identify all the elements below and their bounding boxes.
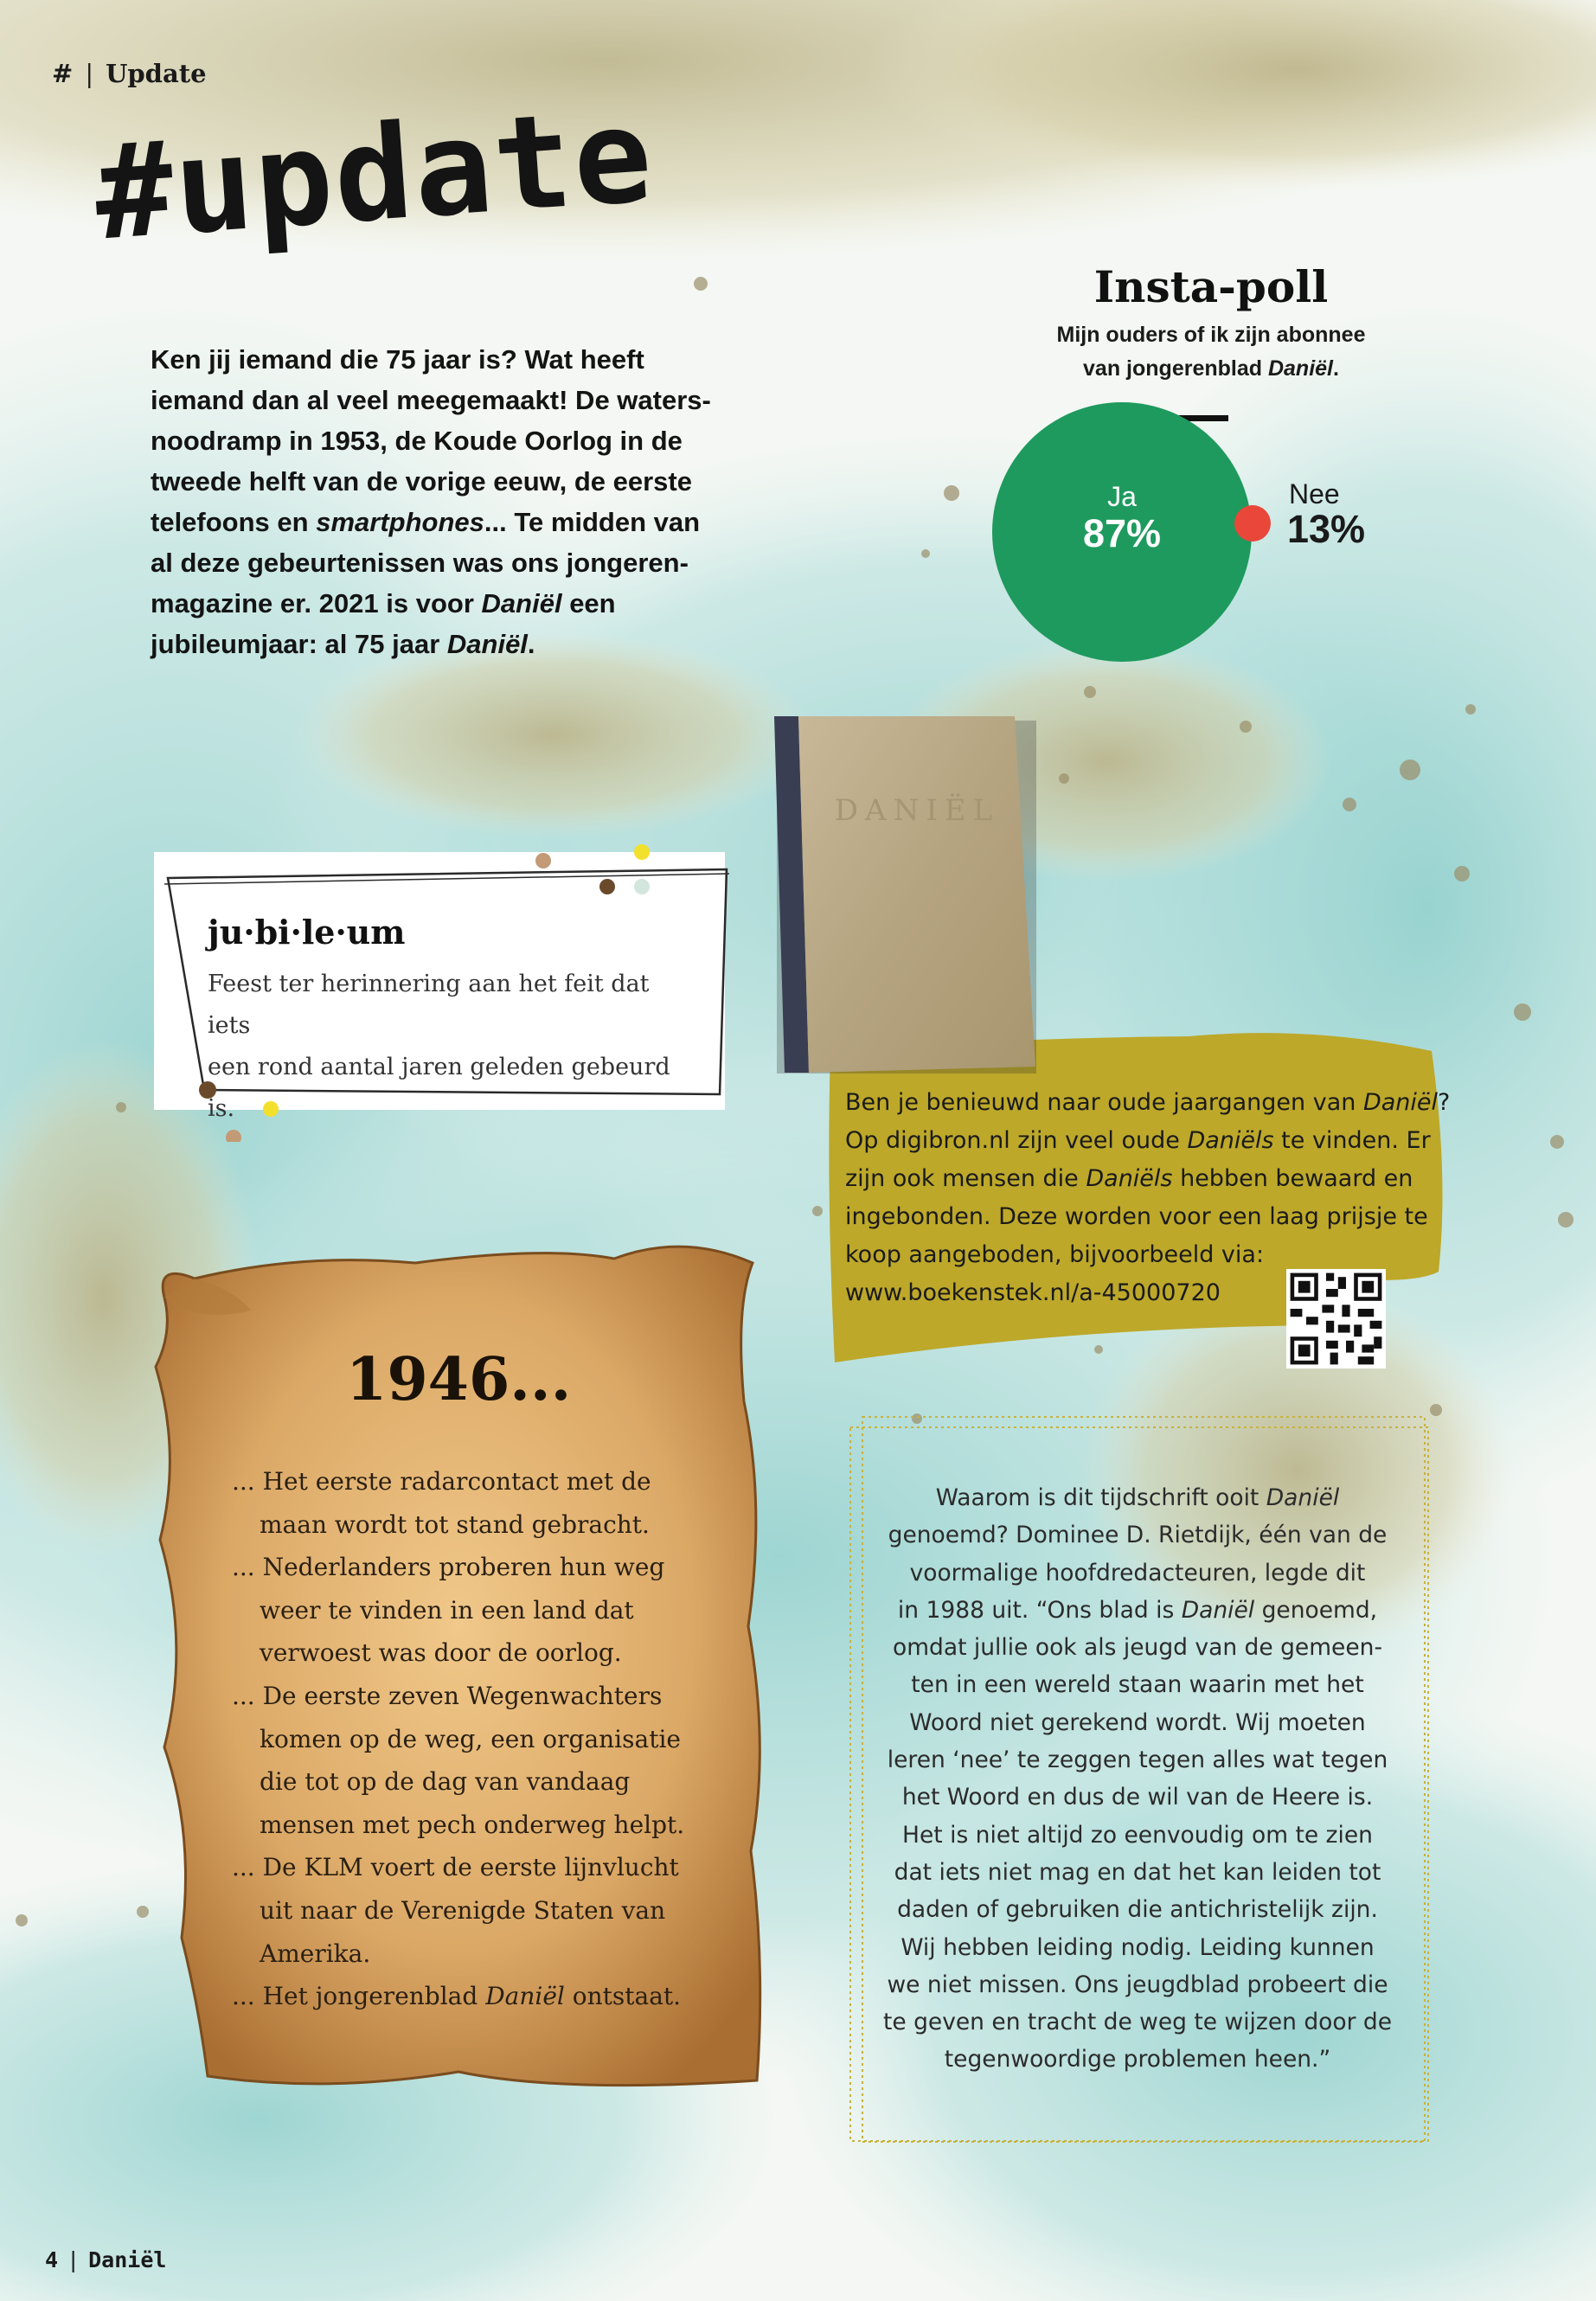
intro-line: Ken jij iemand die 75 jaar is? Wat heeft	[151, 344, 644, 375]
intro-line: jubileumjaar: al 75 jaar Daniël.	[151, 629, 535, 659]
history-year: 1946...	[346, 1345, 572, 1414]
intro-line: magazine er. 2021 is voor Daniël een	[151, 588, 616, 619]
section-label: # | Update	[52, 59, 207, 88]
list-item: ... De KLM voert de eerste lijnvlucht uit naar de Verenigde Staten van Amerika.	[232, 1853, 679, 1968]
intro-line: tweede helft van de vorige eeuw, de eerste	[151, 466, 692, 497]
intro-line: noodramp in 1953, de Koude Oorlog in de	[151, 426, 683, 456]
book-spine-title: DANIËL	[834, 793, 1000, 828]
list-item: ... Nederlanders proberen hun weg weer te vinden in een land dat verwoest was door de oorlog.	[232, 1553, 665, 1668]
history-list	[232, 1460, 716, 2018]
section-name: Update	[106, 59, 207, 88]
poll-value-no: 13%	[1287, 507, 1366, 551]
poll-title: Insta-poll	[1093, 261, 1329, 312]
definition-word: ju·bi·le·um	[208, 913, 406, 952]
page-number: 4	[45, 2247, 59, 2272]
intro-line: telefoons en smartphones... Te midden van	[151, 507, 701, 537]
list-item: ... Het eerste radarcontact met de maan wordt tot stand gebracht.	[232, 1467, 651, 1539]
poll-pie-chart	[977, 394, 1393, 688]
list-item: ... Het jongerenblad Daniël ontstaat.	[232, 1982, 682, 2011]
intro-paragraph	[151, 339, 721, 664]
quote-text: Waarom is dit tijdschrift ooit Daniël genoemd? Dominee D. Rietdijk, één van de voormalige hoofdredacteuren, legde dit in 1988 uit. “Ons blad is Daniël genoemd, omdat jullie ook als jeugd van de gemeen- ten in een wereld staan waarin met het Woord niet gerekend wordt. Wij moeten leren ‘nee’ te zeggen tegen alles wat tegen het Woord en dus de wil van de Heere is. Het is niet altijd zo eenvoudig om te zien dat iets niet mag en dat het kan leiden tot daden of gebruiken die antichristelijk zijn. Wij hebben leiding nodig. Leiding kunnen we niet missen. Ons jeugdblad probeert die te geven en tracht de weg te wijzen door de tegenwoordige problemen heen.”	[882, 1484, 1393, 2073]
poll-label-yes: Ja	[1107, 481, 1137, 512]
poll-value-yes: 87%	[1082, 511, 1162, 555]
definition-text: Feest ter herinnering aan het feit dat iets een rond aantal jaren geleden gebeurd is.	[208, 971, 670, 1122]
intro-line: al deze gebeurtenissen was ons jongeren-	[151, 548, 689, 578]
page-title: #update	[90, 80, 658, 270]
qr-code[interactable]	[1286, 1269, 1386, 1368]
info-text: Ben je benieuwd naar oude jaargangen van Daniël? Op digibron.nl zijn veel oude Daniëls te vinden. Er zijn ook mensen die Daniëls hebben bewaard en ingebonden. Deze worden voor een laag prijsje te koop aangeboden, bijvoorbeeld via: www.boekenstek.nl/a-45000720	[845, 1084, 1451, 1312]
poll-label-no: Nee	[1289, 478, 1340, 510]
intro-line: iemand dan al veel meegemaakt! De waters-	[151, 385, 711, 415]
magazine-name: Daniël	[88, 2247, 167, 2272]
poll-question: Mijn ouders of ik zijn abonnee van jongerenblad Daniël.	[1056, 323, 1366, 381]
section-symbol: #	[52, 59, 74, 88]
list-item: ... De eerste zeven Wegenwachters komen op de weg, een organisatie die tot op de dag van vandaag mensen met pech onderweg helpt.	[232, 1681, 685, 1839]
poll-slice-no	[1234, 505, 1271, 542]
old-book-image	[774, 716, 1038, 1075]
info-link[interactable]: www.boekenstek.nl/a-45000720	[845, 1279, 1221, 1306]
page-footer: 4 | Daniël	[45, 2247, 167, 2272]
